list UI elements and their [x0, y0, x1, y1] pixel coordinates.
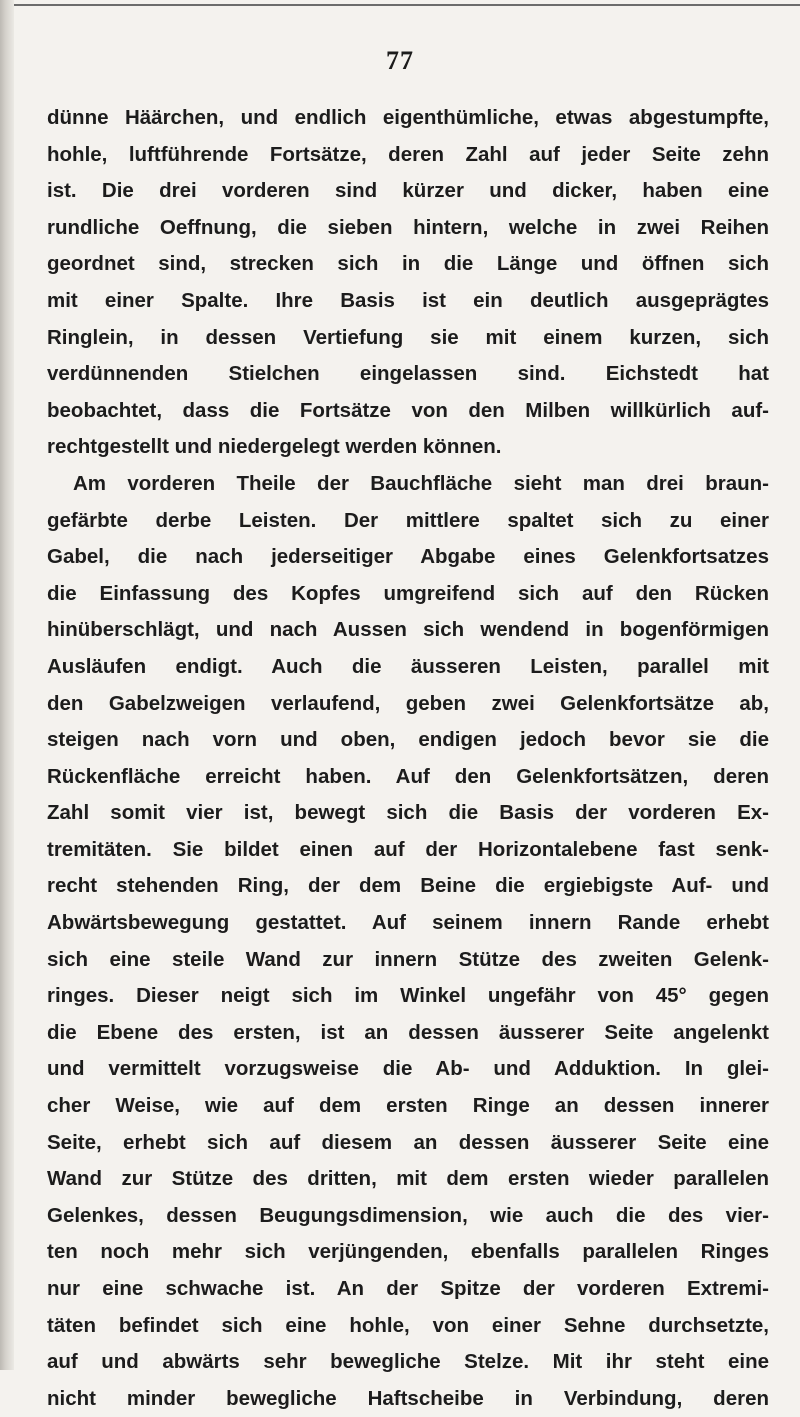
- text-line: dünne Häärchen, und endlich eigenthümliche, etwas abgestumpfte,: [47, 106, 769, 129]
- top-rule: [14, 4, 800, 6]
- text-line: ist. Die drei vorderen sind kürzer und dicker, haben eine: [47, 179, 769, 203]
- text-line: Wand zur Stütze des dritten, mit dem ersten wieder parallelen: [47, 1167, 769, 1191]
- text-line: die Ebene des ersten, ist an dessen äusserer Seite angelenkt: [47, 1020, 769, 1044]
- text-line: ten noch mehr sich verjüngenden, ebenfalls parallelen Ringes: [47, 1240, 769, 1264]
- text-line: Rückenfläche erreicht haben. Auf den Gelenkfortsätzen, deren: [47, 764, 769, 788]
- text-line: recht stehenden Ring, der dem Beine die ergiebigste Auf- und: [47, 874, 769, 898]
- text-line: Am vorderen Theile der Bauchfläche sieht man drei braun-: [73, 471, 769, 495]
- text-line: die Einfassung des Kopfes umgreifend sich auf den Rücken: [47, 581, 769, 605]
- text-line: Seite, erhebt sich auf diesem an dessen äusserer Seite eine: [47, 1130, 769, 1154]
- text-line: nicht minder bewegliche Haftscheibe in Verbindung, deren: [47, 1386, 769, 1410]
- page-binding-edge: [0, 0, 14, 1370]
- text-line: nur eine schwache ist. An der Spitze der vorderen Extremi-: [47, 1277, 769, 1300]
- text-line: Ausläufen endigt. Auch die äusseren Leisten, parallel mit: [47, 654, 769, 678]
- text-line: steigen nach vorn und oben, endigen jedoch bevor sie die: [47, 728, 769, 752]
- text-line: Abwärtsbewegung gestattet. Auf seinem innern Rande erhebt: [47, 911, 769, 935]
- text-line: verdünnenden Stielchen eingelassen sind. Eichstedt hat: [47, 362, 769, 386]
- text-line: auf und abwärts sehr bewegliche Stelze. Mit ihr steht eine: [47, 1350, 769, 1374]
- text-line: mit einer Spalte. Ihre Basis ist ein deutlich ausgeprägtes: [47, 288, 769, 312]
- page-number: 77: [386, 46, 414, 75]
- text-line: sich eine steile Wand zur innern Stütze des zweiten Gelenk-: [47, 947, 769, 971]
- text-line: und vermittelt vorzugsweise die Ab- und Adduktion. In glei-: [47, 1057, 769, 1081]
- text-line: täten befindet sich eine hohle, von einer Sehne durchsetzte,: [47, 1313, 769, 1337]
- text-line: Zahl somit vier ist, bewegt sich die Basis der vorderen Ex-: [47, 801, 769, 825]
- text-line: Gabel, die nach jederseitiger Abgabe eines Gelenkfortsatzes: [47, 545, 769, 569]
- text-line: ringes. Dieser neigt sich im Winkel ungefähr von 45° gegen: [47, 984, 769, 1008]
- text-line: rundliche Oeffnung, die sieben hintern, welche in zwei Reihen: [47, 215, 769, 239]
- text-line: Gelenkes, dessen Beugungsdimension, wie auch die des vier-: [47, 1203, 769, 1227]
- text-line: rechtgestellt und niedergelegt werden können.: [47, 435, 502, 459]
- text-line: cher Weise, wie auf dem ersten Ringe an dessen innerer: [47, 1094, 769, 1118]
- text-line: beobachtet, dass die Fortsätze von den Milben willkürlich auf-: [47, 398, 769, 422]
- text-line: den Gabelzweigen verlaufend, geben zwei Gelenkfortsätze ab,: [47, 691, 769, 715]
- text-line: geordnet sind, strecken sich in die Länge und öffnen sich: [47, 252, 769, 276]
- body-text: [47, 100, 769, 1417]
- text-line: hinüberschlägt, und nach Aussen sich wendend in bogenförmigen: [47, 618, 769, 642]
- text-line: hohle, luftführende Fortsätze, deren Zahl auf jeder Seite zehn: [47, 142, 769, 166]
- text-line: Ringlein, in dessen Vertiefung sie mit einem kurzen, sich: [47, 325, 769, 349]
- text-line: gefärbte derbe Leisten. Der mittlere spaltet sich zu einer: [47, 508, 769, 532]
- text-line: tremitäten. Sie bildet einen auf der Horizontalebene fast senk-: [47, 837, 769, 861]
